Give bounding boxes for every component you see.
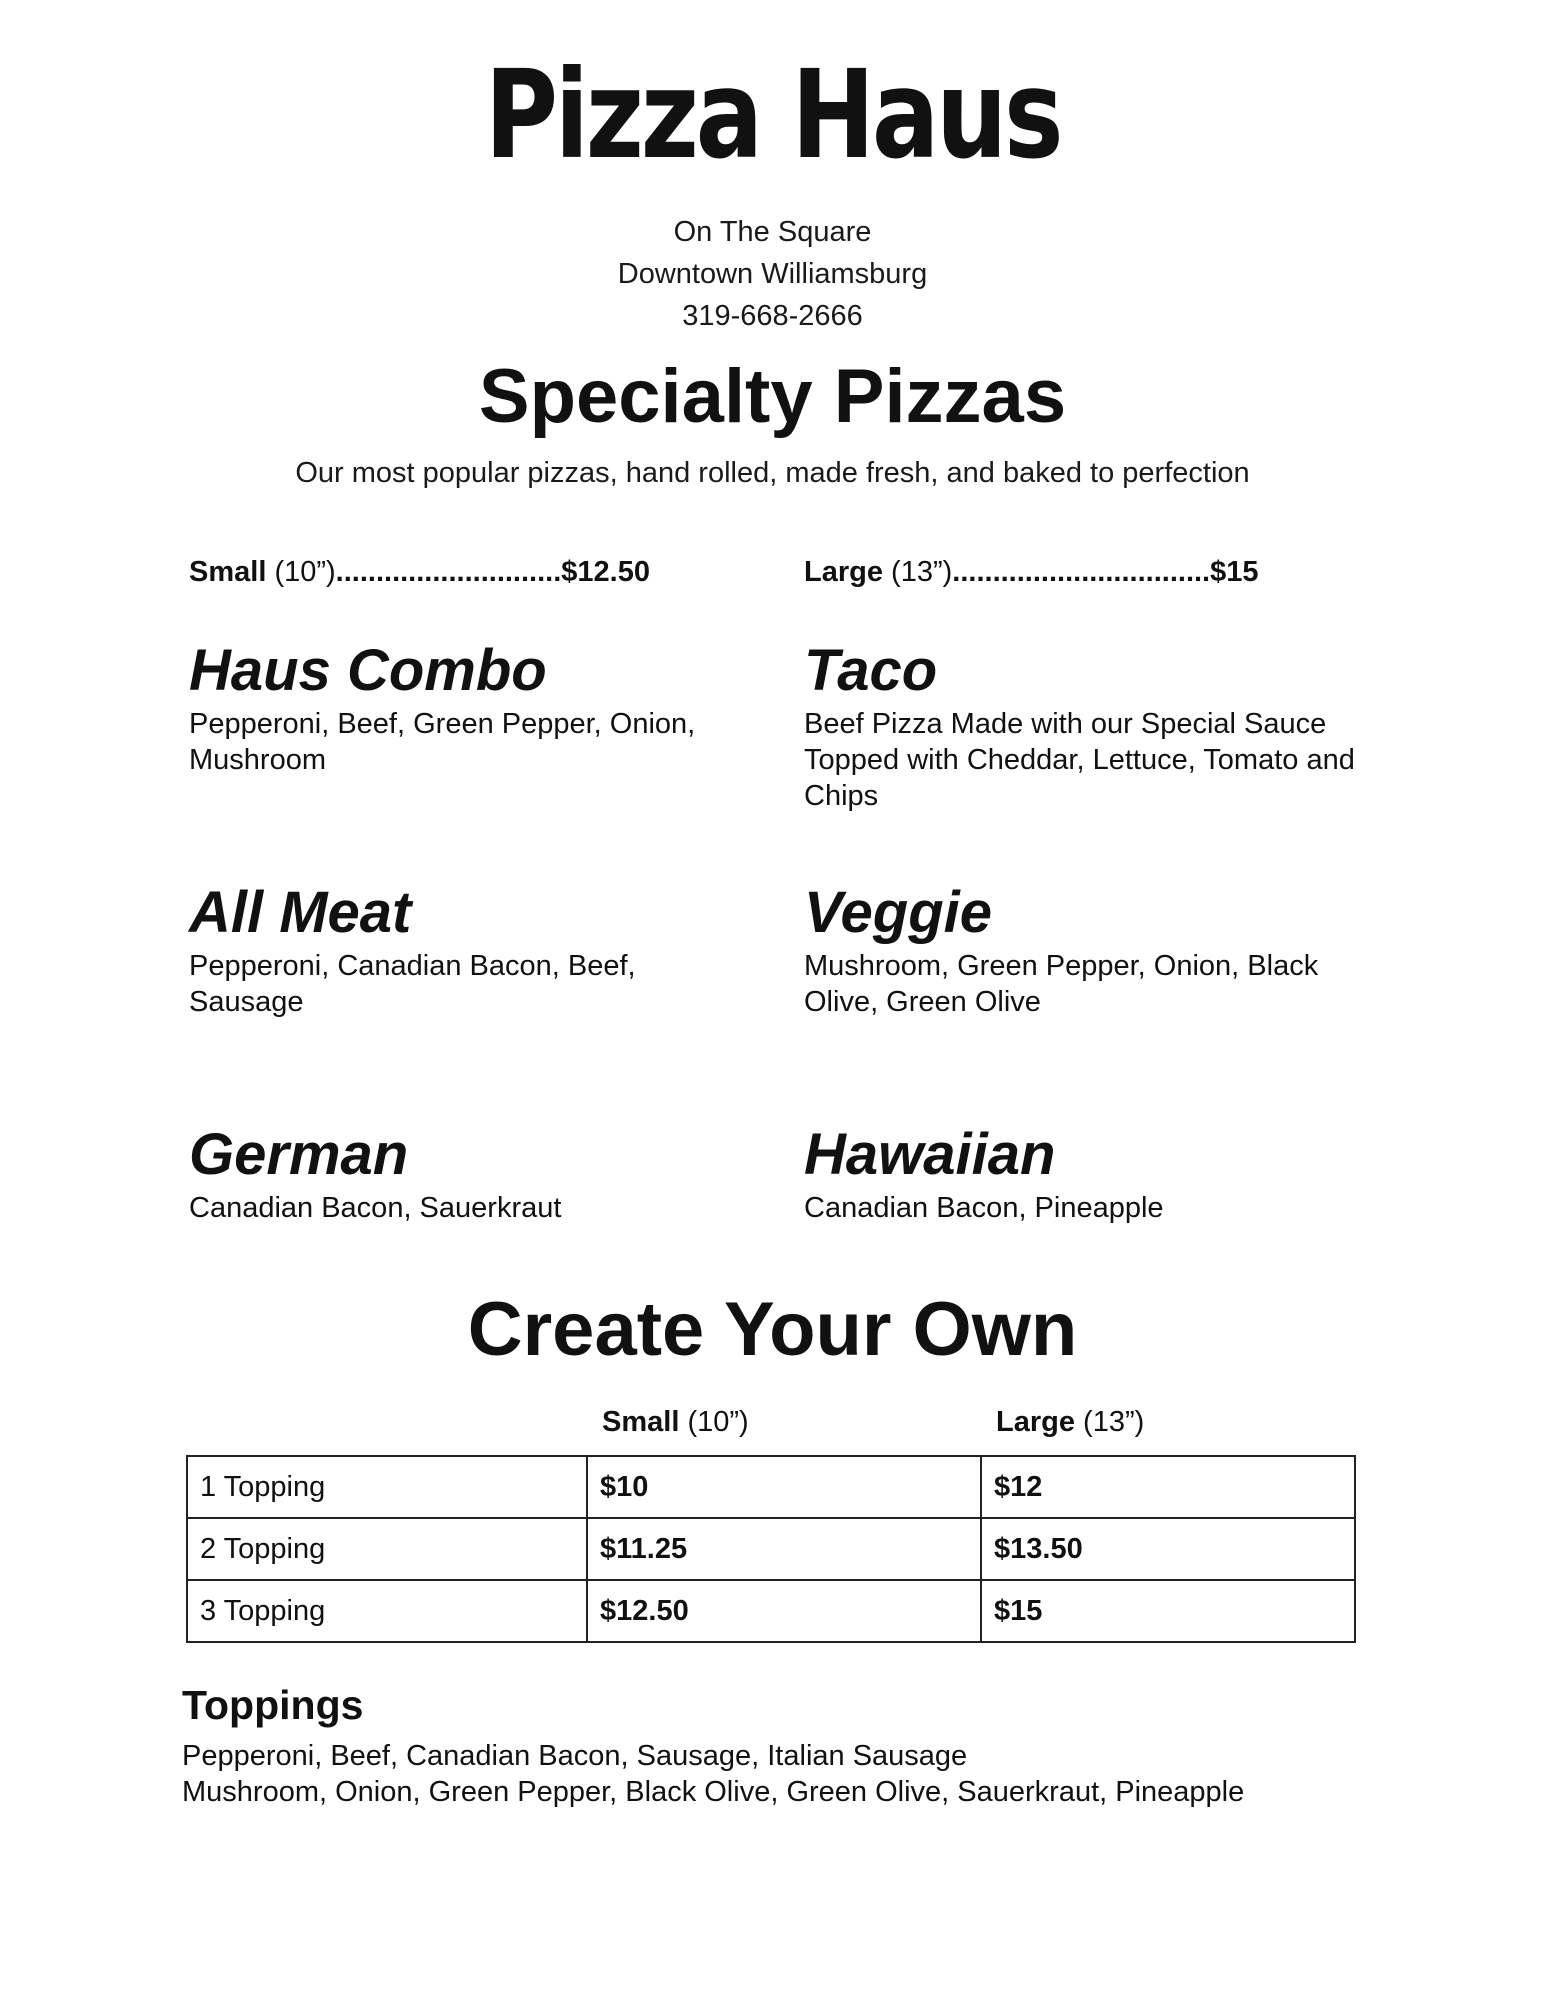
topping-count-cell: 3 Topping: [187, 1580, 587, 1642]
toppings-list-line-1: Pepperoni, Beef, Canadian Bacon, Sausage, Italian Sausage: [182, 1740, 968, 1772]
pizza-description: Pepperoni, Beef, Green Pepper, Onion, Mushroom: [189, 708, 696, 776]
restaurant-title: Pizza Haus: [484, 44, 1061, 186]
small-price-cell: $12.50: [587, 1580, 981, 1642]
small-size: (10”): [274, 556, 336, 588]
large-price: $15: [1210, 556, 1259, 588]
pizza-name: Haus Combo: [189, 638, 547, 703]
large-column-header: [996, 1402, 1144, 1442]
toppings-heading: Toppings: [182, 1682, 364, 1728]
large-price-cell: $15: [981, 1580, 1355, 1642]
address-line-2: Downtown Williamsburg: [617, 258, 928, 290]
table-row: [187, 1580, 1355, 1642]
small-label: Small: [189, 556, 267, 588]
small-price-line: [189, 552, 650, 592]
large-dots: ................................: [952, 556, 1211, 588]
small-price-cell: $11.25: [587, 1518, 981, 1580]
pizza-description: Mushroom, Green Pepper, Onion, Black Olive, Green Olive: [804, 950, 1319, 1018]
pizza-description: Canadian Bacon, Sauerkraut: [189, 1192, 562, 1224]
large-column-size: (13”): [1083, 1406, 1145, 1438]
small-column-size: (10”): [687, 1406, 749, 1438]
address-line-1: On The Square: [673, 216, 872, 248]
pizza-description: Canadian Bacon, Pineapple: [804, 1192, 1164, 1224]
pizza-description: Beef Pizza Made with our Special Sauce Topped with Cheddar, Lettuce, Tomato and Chips: [804, 708, 1355, 812]
pizza-name: Veggie: [804, 880, 993, 945]
large-price-cell: $13.50: [981, 1518, 1355, 1580]
large-size: (13”): [891, 556, 953, 588]
topping-count-cell: 2 Topping: [187, 1518, 587, 1580]
large-price-cell: $12: [981, 1456, 1355, 1518]
large-column-label: Large: [996, 1406, 1075, 1438]
specialty-pizzas-heading: Specialty Pizzas: [478, 354, 1067, 439]
table-row: [187, 1518, 1355, 1580]
small-column-label: Small: [602, 1406, 680, 1438]
pizza-description: Pepperoni, Canadian Bacon, Beef, Sausage: [189, 950, 636, 1018]
create-your-own-price-table: [186, 1455, 1356, 1643]
create-your-own-heading: Create Your Own: [467, 1287, 1078, 1372]
small-price-cell: $10: [587, 1456, 981, 1518]
pizza-name: Taco: [804, 638, 938, 703]
table-row: [187, 1456, 1355, 1518]
phone-number: 319-668-2666: [682, 300, 863, 332]
pizza-name: Hawaiian: [804, 1122, 1056, 1187]
topping-count-cell: 1 Topping: [187, 1456, 587, 1518]
toppings-list-line-2: Mushroom, Onion, Green Pepper, Black Olive, Green Olive, Sauerkraut, Pineapple: [182, 1776, 1245, 1808]
large-label: Large: [804, 556, 883, 588]
large-price-line: [804, 552, 1259, 592]
specialty-subtitle: Our most popular pizzas, hand rolled, made fresh, and baked to perfection: [295, 457, 1250, 489]
small-price: $12.50: [561, 556, 650, 588]
pizza-name: German: [189, 1122, 409, 1187]
small-column-header: [602, 1402, 749, 1442]
small-dots: ............................: [335, 556, 562, 588]
pizza-name: All Meat: [189, 880, 412, 945]
